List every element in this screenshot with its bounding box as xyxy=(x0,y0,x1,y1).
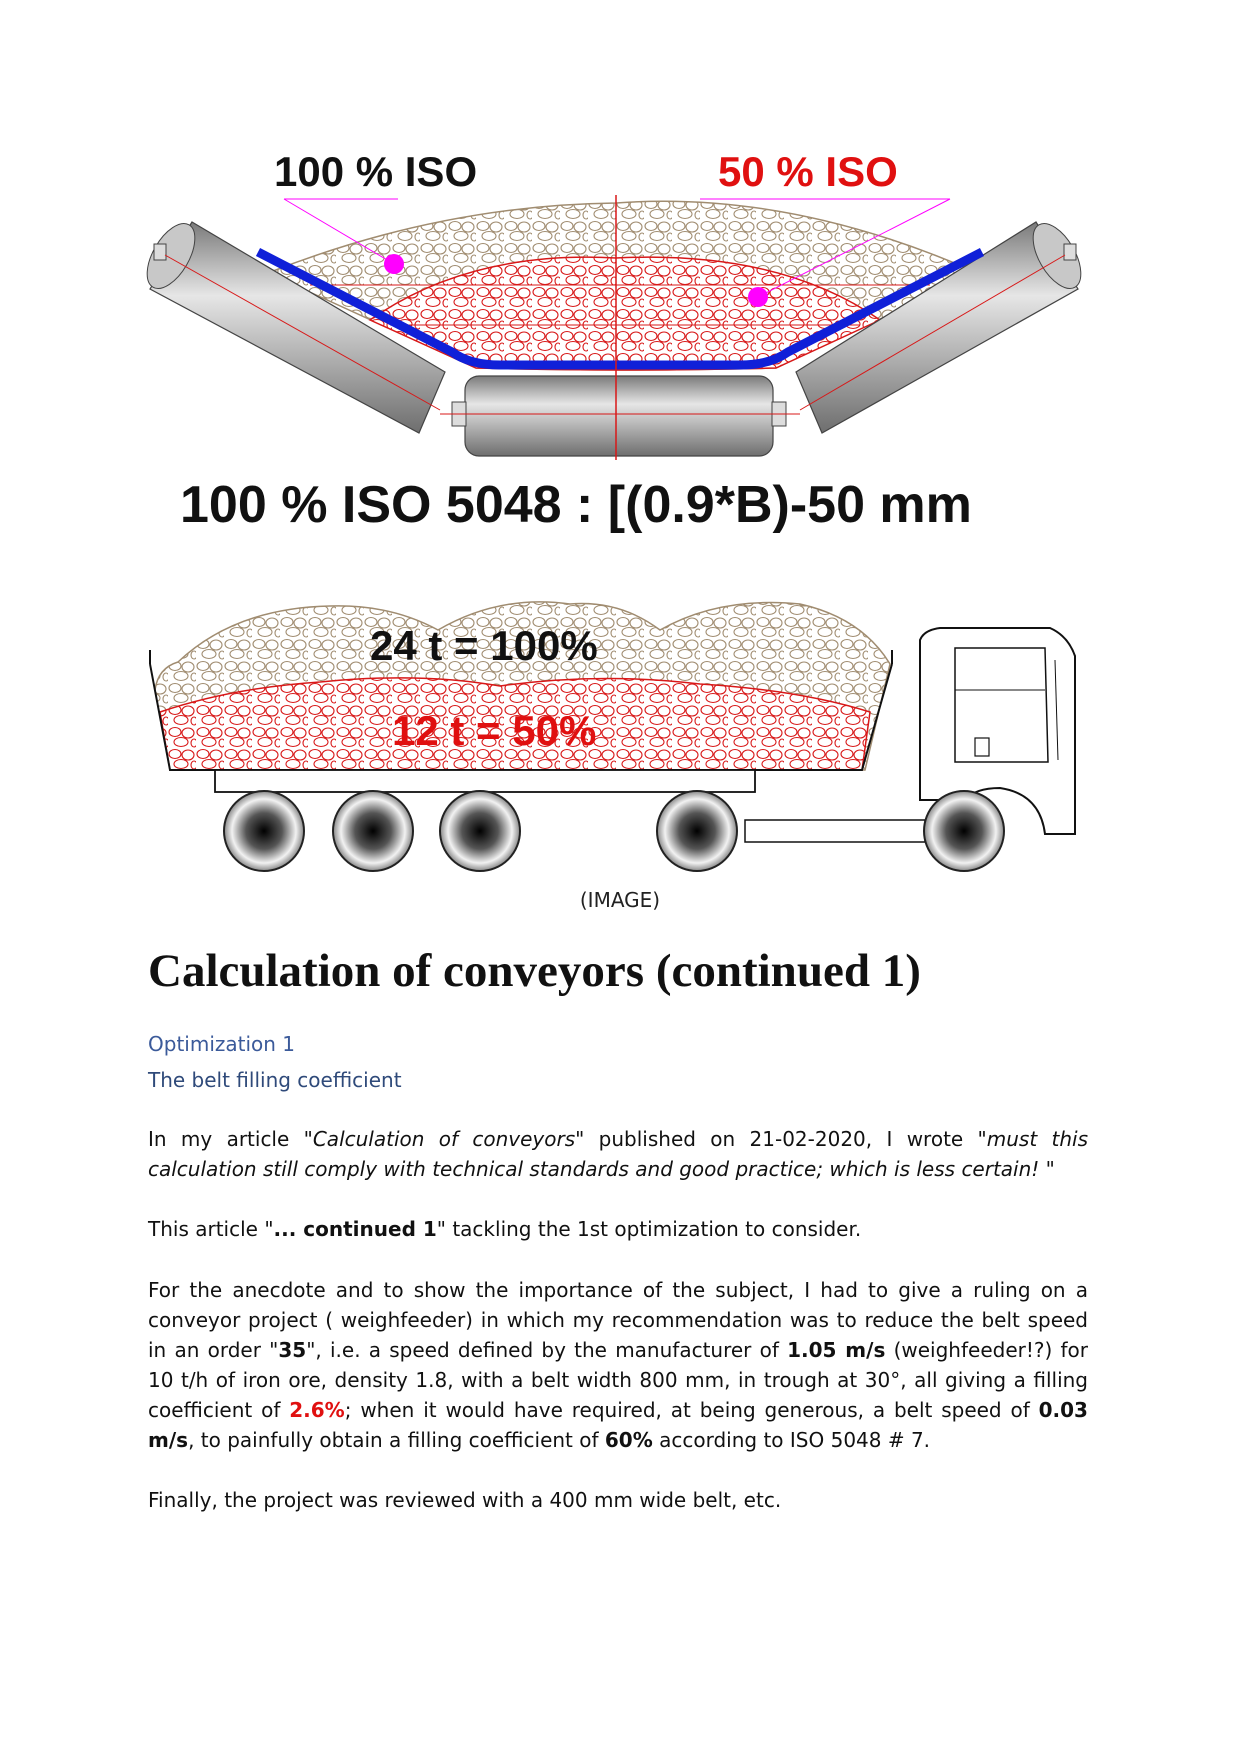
text-run: " tackling the 1st optimization to consider. xyxy=(436,1217,862,1241)
half-load-marker xyxy=(748,287,768,307)
text-run: (weighfeeder!?) for 10 t/h of iron ore, density 1.8, with a belt width 800 mm, in trough at 30°, all giving a filling coefficient of xyxy=(148,1338,1089,1422)
text-run: , to painfully obtain a filling coefficient of xyxy=(188,1428,605,1452)
truck-diagram xyxy=(150,602,1075,871)
text-run: ", i.e. a speed defined by the manufacturer of xyxy=(306,1338,788,1362)
emphasis: 0.03 m/s xyxy=(148,1398,1088,1452)
highlight-value: 2.6% xyxy=(289,1398,345,1422)
text-run: This article " xyxy=(148,1217,274,1241)
subheading-belt-filling: The belt filling coefficient xyxy=(148,1068,402,1092)
wheel xyxy=(333,791,413,871)
iso-formula: 100 % ISO 5048 : [(0.9*B)-50 mm xyxy=(180,476,972,534)
subheading-optimization: Optimization 1 xyxy=(148,1032,296,1056)
emphasis: 1.05 m/s xyxy=(787,1338,886,1362)
quote: must this calculation still comply with technical standards and good practice; which is less certain! xyxy=(148,1127,1088,1181)
paragraph-intro xyxy=(148,1124,1088,1184)
wheel xyxy=(924,791,1004,871)
wheel xyxy=(440,791,520,871)
conveyor-trough-diagram xyxy=(137,148,1090,460)
label-50-iso: 50 % ISO xyxy=(718,148,898,195)
article-title: Calculation of conveyors xyxy=(312,1127,576,1151)
emphasis: ... continued 1 xyxy=(273,1217,437,1241)
paragraph-conclusion: Finally, the project was reviewed with a 400 mm wide belt, etc. xyxy=(148,1488,782,1512)
paragraph-anecdote xyxy=(148,1275,1088,1455)
center-roller xyxy=(440,376,800,456)
truck-half-label: 12 t = 50% xyxy=(392,707,597,754)
text-run: ; when it would have required, at being generous, a belt speed of xyxy=(344,1398,1039,1422)
wheel xyxy=(224,791,304,871)
paragraph-continued xyxy=(148,1214,1088,1244)
truck-full-label: 24 t = 100% xyxy=(370,622,598,669)
image-caption: (IMAGE) xyxy=(579,888,661,912)
emphasis: 35 xyxy=(278,1338,307,1362)
text-run: For the anecdote and to show the importance of the subject, I had to give a ruling on a conveyor project ( weighfeeder) in which my recommendation was to reduce the belt speed in an order " xyxy=(148,1278,1088,1362)
text-run: according to ISO 5048 # 7. xyxy=(652,1428,931,1452)
wheel xyxy=(657,791,737,871)
text-run: In my article " xyxy=(148,1127,313,1151)
full-load-marker xyxy=(384,254,404,274)
emphasis: 60% xyxy=(604,1428,653,1452)
text-run: " published on 21-02-2020, I wrote " xyxy=(575,1127,987,1151)
text-run: " xyxy=(1039,1157,1055,1181)
label-100-iso: 100 % ISO xyxy=(274,148,478,195)
page-title: Calculation of conveyors (continued 1) xyxy=(148,945,921,997)
